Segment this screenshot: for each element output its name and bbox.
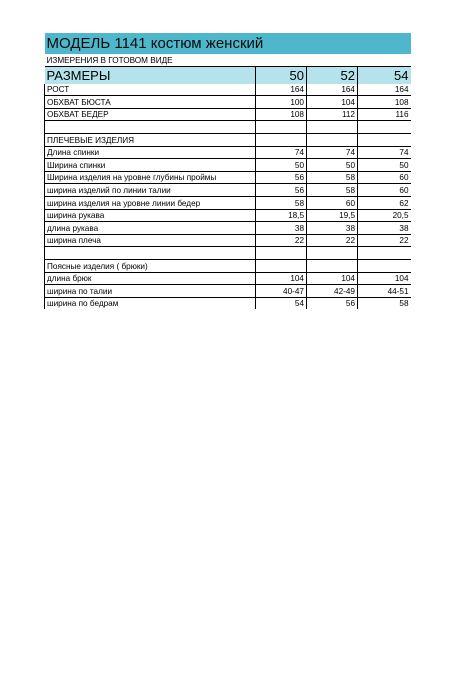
value-cell: 19,5 xyxy=(307,209,358,222)
value-cell: 38 xyxy=(358,222,411,235)
row-label: Длина спинки xyxy=(45,146,256,159)
table-row xyxy=(45,133,411,146)
value-cell: 58 xyxy=(307,184,358,197)
value-cell xyxy=(307,121,358,134)
value-cell: 54 xyxy=(256,297,307,309)
row-label: Ширина спинки xyxy=(45,159,256,172)
value-cell: 42-49 xyxy=(307,285,358,298)
value-cell: 74 xyxy=(307,146,358,159)
value-cell xyxy=(256,259,307,272)
value-cell xyxy=(256,121,307,134)
sizes-label: РАЗМЕРЫ xyxy=(45,66,256,84)
row-label: длина брюк xyxy=(45,272,256,285)
row-label: длина рукава xyxy=(45,222,256,235)
value-cell: 108 xyxy=(358,96,411,109)
value-cell: 164 xyxy=(358,84,411,96)
row-label: ширина по талии xyxy=(45,285,256,298)
value-cell: 62 xyxy=(358,196,411,209)
table-row xyxy=(45,272,411,285)
value-cell: 18,5 xyxy=(256,209,307,222)
value-cell: 104 xyxy=(256,272,307,285)
value-cell xyxy=(307,247,358,260)
value-cell: 58 xyxy=(307,171,358,184)
row-label: ширина изделий по линии талии xyxy=(45,184,256,197)
table-row xyxy=(45,247,411,260)
row-label: ПЛЕЧЕВЫЕ ИЗДЕЛИЯ xyxy=(45,133,256,146)
value-cell: 74 xyxy=(256,146,307,159)
value-cell: 60 xyxy=(307,196,358,209)
value-cell: 22 xyxy=(307,234,358,247)
table-row xyxy=(45,84,411,96)
table-row xyxy=(45,96,411,109)
row-label xyxy=(45,247,256,260)
table-row xyxy=(45,159,411,172)
value-cell xyxy=(256,133,307,146)
table-row xyxy=(45,259,411,272)
measurements-table xyxy=(44,33,411,309)
value-cell: 60 xyxy=(358,184,411,197)
model-title: МОДЕЛЬ 1141 костюм женский xyxy=(45,33,411,54)
value-cell: 50 xyxy=(256,159,307,172)
row-label xyxy=(45,121,256,134)
table-row xyxy=(45,209,411,222)
row-label: ширина по бедрам xyxy=(45,297,256,309)
value-cell: 56 xyxy=(256,171,307,184)
table-row xyxy=(45,222,411,235)
size-54: 54 xyxy=(358,66,411,84)
title-row xyxy=(45,33,411,54)
value-cell: 22 xyxy=(358,234,411,247)
value-cell: 50 xyxy=(307,159,358,172)
row-label: РОСТ xyxy=(45,84,256,96)
table-row xyxy=(45,171,411,184)
sizes-header-row xyxy=(45,66,411,84)
value-cell xyxy=(358,133,411,146)
row-label: ОБХВАТ БЕДЕР xyxy=(45,108,256,121)
size-50: 50 xyxy=(256,66,307,84)
table-row xyxy=(45,108,411,121)
value-cell xyxy=(358,259,411,272)
value-cell: 116 xyxy=(358,108,411,121)
row-label: ширина изделия на уровне линии бедер xyxy=(45,196,256,209)
table-row xyxy=(45,234,411,247)
size-52: 52 xyxy=(307,66,358,84)
value-cell: 112 xyxy=(307,108,358,121)
subtitle-row xyxy=(45,54,411,66)
value-cell: 74 xyxy=(358,146,411,159)
value-cell: 56 xyxy=(307,297,358,309)
value-cell: 58 xyxy=(358,297,411,309)
value-cell: 60 xyxy=(358,171,411,184)
value-cell xyxy=(358,247,411,260)
value-cell: 108 xyxy=(256,108,307,121)
table-row xyxy=(45,146,411,159)
value-cell: 38 xyxy=(256,222,307,235)
value-cell: 38 xyxy=(307,222,358,235)
value-cell: 58 xyxy=(256,196,307,209)
value-cell: 164 xyxy=(256,84,307,96)
value-cell: 44-51 xyxy=(358,285,411,298)
value-cell xyxy=(358,121,411,134)
table-row xyxy=(45,285,411,298)
value-cell: 20,5 xyxy=(358,209,411,222)
value-cell xyxy=(256,247,307,260)
row-label: Поясные изделия ( брюки) xyxy=(45,259,256,272)
value-cell xyxy=(307,133,358,146)
value-cell: 100 xyxy=(256,96,307,109)
value-cell: 22 xyxy=(256,234,307,247)
value-cell: 164 xyxy=(307,84,358,96)
spreadsheet xyxy=(44,33,410,309)
row-label: Ширина изделия на уровне глубины проймы xyxy=(45,171,256,184)
row-label: ОБХВАТ БЮСТА xyxy=(45,96,256,109)
row-label: ширина рукава xyxy=(45,209,256,222)
value-cell: 40-47 xyxy=(256,285,307,298)
row-label: ширина плеча xyxy=(45,234,256,247)
table-row xyxy=(45,196,411,209)
value-cell: 104 xyxy=(307,272,358,285)
measurements-subtitle: ИЗМЕРЕНИЯ В ГОТОВОМ ВИДЕ xyxy=(45,54,411,66)
value-cell: 56 xyxy=(256,184,307,197)
value-cell: 50 xyxy=(358,159,411,172)
value-cell: 104 xyxy=(358,272,411,285)
value-cell: 104 xyxy=(307,96,358,109)
value-cell xyxy=(307,259,358,272)
table-row xyxy=(45,121,411,134)
table-row xyxy=(45,297,411,309)
table-row xyxy=(45,184,411,197)
